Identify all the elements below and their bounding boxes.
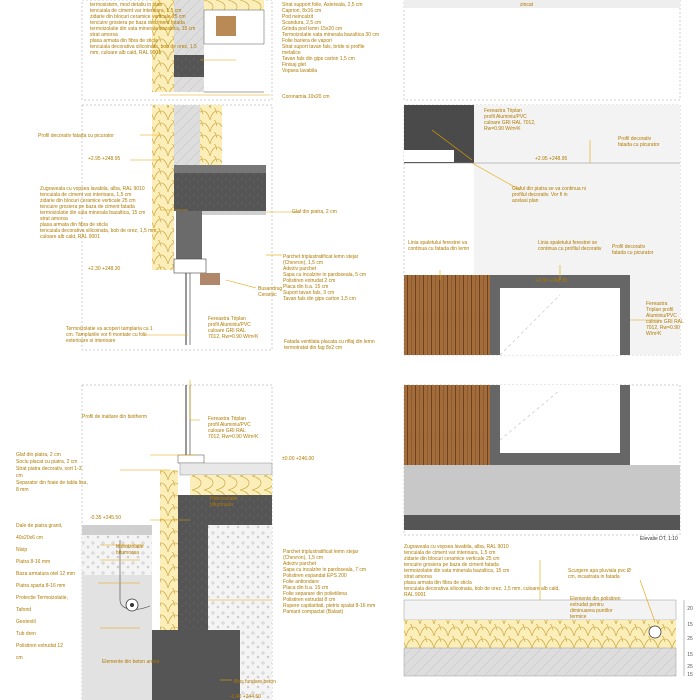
reveal-note: Linia spaletului ferestrei se — [538, 240, 598, 246]
wall-layer-note: strat amorsa — [90, 32, 118, 38]
window-note: Aluminiu/PVC — [646, 313, 677, 319]
floor-layer-note: Sapa cu incalzire in pardoseala, 7 cm — [283, 567, 367, 573]
wall-layer-note: tencuiala decorativa silicoinata, bob de orez, 1,5 — [90, 44, 197, 50]
ground-layer-note: Polistiren extrudat 12 — [16, 643, 63, 649]
ground-layer-note: cm — [16, 655, 23, 661]
drain-note: Scurgere apa pluviala pvc Ø — [568, 568, 631, 574]
window-note: Fereastra Triplan — [484, 108, 522, 114]
drain-note: cm, incastrata in fatada — [568, 574, 620, 580]
window-note: culoare GRI RAL — [208, 328, 246, 334]
roof-layer-note: Folie bariera de vapori — [282, 38, 332, 44]
thermal-note: Termoizolatie va acoperi tamplaria cu 1 — [66, 326, 153, 332]
floor-layer-note: Adeziv parchet — [283, 266, 317, 272]
waterproofing-note: Hidroizolatie — [210, 496, 238, 502]
base-layer-note: Strat piatra decorativ, sort 1-3 — [16, 466, 82, 472]
window-note: Rw=0.90 W/m²K — [484, 126, 521, 132]
level-marker: ±0.00 +246.00 — [282, 456, 315, 462]
wall-layer-note: tencuiala decorativa silicoinata, bob de orez, 1,5 mm, culoare alb cald, — [404, 586, 560, 592]
base-layer-note: cm — [16, 473, 23, 479]
wall-layer-note: tencuiala decorativa silicoinata, bob de orez, 1,5 mm, — [40, 228, 158, 234]
thermal-note: cm. Tamplariile vor fi montate cu folii — [66, 332, 147, 338]
ground-layer-note: Piatra 8-16 mm — [16, 559, 51, 565]
ground-layer-note: Protectie Termoizolatie, — [16, 595, 68, 601]
window-glass-mid — [500, 288, 620, 355]
floor-layer-note: (Chevron), 1,5 cm — [283, 260, 324, 266]
dimension-label: 15 — [687, 622, 693, 628]
window-note: Fereastra — [646, 301, 668, 307]
roof-layer-note: Strat support folie, Astereala, 2,5 cm — [282, 2, 363, 8]
wall-layer-note: tencuiala de ciment var interioara, 1,5 cm — [40, 192, 132, 198]
thermal-bridge-note: termice — [570, 614, 587, 620]
level-marker: -0.35 +245.50 — [90, 515, 121, 521]
floor-layer-note: Parchet triplustratificat lemn stejar — [283, 254, 359, 260]
elevation-bottom-right — [404, 385, 680, 676]
level-marker: +2.95 +248.95 — [535, 156, 568, 162]
thermal-note: exterioare si interioare — [66, 338, 116, 344]
wall-layer-note: Zugraveala cu vopsea lavabila, alba, RAL 9010 — [40, 186, 145, 192]
ground-layer-note: Baza armatura otel 12 mm — [16, 571, 75, 577]
elevation-caption: Elevatie DT, 1:10 — [640, 536, 678, 542]
reveal-note: continua cu profilul decorativ — [538, 246, 602, 252]
roof-layer-note: Termoizolatie vata minerala bazaltica 30 cm — [282, 32, 379, 38]
dimension-label: 25 — [687, 664, 693, 670]
wall-layer-note: termosistem, mod detaliu in plan — [90, 2, 162, 8]
thermal-bridge-note: diminuarea puntilor — [570, 608, 613, 614]
wall-layer-note: RAL 9001 — [404, 592, 427, 598]
floor-layer-note: Folie antiondare — [283, 579, 319, 585]
floor-layer-note: Polistiren extrudat 2 cm — [283, 278, 336, 284]
wall-layer-note: tencuiala de ciment var interioara, 1,5 cm — [90, 8, 182, 14]
floor-layer-note: Parchet triplustratificat lemn stejar — [283, 549, 359, 555]
dimension-label: 20 — [687, 606, 693, 612]
floor-layer-note: Tavan fals din gips carton 1,5 cm — [283, 296, 356, 302]
level-marker: +2.30 +248.30 — [88, 266, 121, 272]
window-note: profil Aluminiu/PVC — [484, 114, 527, 120]
plinth-stone — [404, 465, 680, 515]
roof-layer-note: metalice — [282, 50, 301, 56]
sill-note: Glaful din piatra se va continua ni — [512, 186, 586, 192]
base-layer-note: 8 mm — [16, 487, 29, 493]
wall-layer-note: termoizolatie din vata minerala bazaltica, 15 cm — [40, 210, 146, 216]
sill-note: acelasi plan — [512, 198, 539, 204]
roof-layer-note: Capriori, 8x16 cm — [282, 8, 322, 14]
base-layer-note: Glaf din piatra, 2 cm — [16, 452, 61, 458]
roof-layer-note: Strat suport tavan fals, bride si profile — [282, 44, 365, 50]
ring-beam — [174, 55, 204, 77]
waterproofing-note: bitumoasa — [210, 502, 234, 508]
facade-note: termotratat din fag 8x2 cm — [284, 345, 343, 351]
dimension-label: 15 — [687, 672, 693, 678]
roof-layer-note: Scandura, 2,5 cm — [282, 20, 322, 26]
ground-layer-note: Tafond — [16, 607, 32, 613]
thermal-bridge-note: extrudat pentru — [570, 602, 604, 608]
window-note: Triplan profil — [646, 307, 674, 313]
elevation-top-right — [404, 0, 680, 100]
floor-layer-note: Sapa cu incalzire in pardoseala, 5 cm — [283, 272, 367, 278]
profile-note: Profil decorativ fatada cu picurator — [38, 133, 114, 139]
wall-layer-note: zidarie din blocuri ceramice verticale 25 cm — [404, 556, 500, 562]
wall-layer-note: tencuire grosiera pe baza de ciment fatada — [404, 562, 499, 568]
wall-layer-note: plasa armata din fibra de sticla — [40, 222, 108, 228]
floor-layer-note: Rupere capilaritati, pietris spalat 8-16 mm — [283, 603, 376, 609]
profile-note: Profil decorativ — [618, 136, 652, 142]
window-note: Fereastra Triplan — [208, 316, 246, 322]
roof-beam — [216, 16, 236, 36]
waterproofing-note: Hidroizolatie — [116, 544, 144, 550]
lintel-note: Busandrug — [258, 286, 283, 292]
window-note: W/m²K — [646, 331, 662, 337]
wall-layer-note: Zugraveala cu vopsea lavabila, alba, RAL 9010 — [404, 544, 509, 550]
ground-layer-note: Geotextil — [16, 619, 36, 625]
wall-layer-note: termoizolatie din vata minerala bazaltica, 15 cm — [90, 26, 196, 32]
floor-insulation — [190, 475, 272, 495]
window-note: 7012, Rw=0.90 — [646, 325, 680, 331]
floor-layer-note: Placa din b.a. 15 cm — [283, 284, 329, 290]
ground-layer-note: Tub dren — [16, 631, 36, 637]
wall-layer-note: tencuire grosiera pe baza de ciment fatada — [90, 20, 185, 26]
concrete-note: Elemente din beton armat — [102, 659, 160, 665]
wall-layer-note: plasa armata din fibra de sticla — [90, 38, 158, 44]
wood-cladding-mid — [404, 275, 490, 355]
lintel — [176, 211, 202, 259]
level-marker: +2.30 +248.30 — [535, 278, 568, 284]
wall-layer-note: strat amorsa — [40, 216, 68, 222]
elevation-insulation — [404, 620, 676, 648]
floor-slab — [174, 173, 266, 211]
wall-layer-note: zidarie din blocuri ceramice verticale 25 cm — [40, 198, 136, 204]
sill-note: Glaf din piatra, 2 cm — [292, 209, 337, 215]
wall-layer-note: plasa armata din fibra de sticla — [404, 580, 472, 586]
window-note: culoare GRI RAL — [646, 319, 684, 325]
dimension-label: 15 — [687, 652, 693, 658]
floor-layer-note: Polistiren expandat EPS 200 — [283, 573, 347, 579]
floor-layer-note: Pamant compactat (Balast) — [283, 609, 344, 615]
window-note: Fereastra Triplan — [208, 416, 246, 422]
foundation-note: Bloc fundare beton — [234, 679, 276, 685]
floor-layer-note: Folie separare din polietilena — [283, 591, 347, 597]
wall-layer-note: strat amorsa — [404, 574, 432, 580]
window-frame-top — [174, 259, 206, 273]
lintel-note: Ceramic — [258, 292, 277, 298]
facade-note: Fatada ventilata placata cu riflaj din lemn — [284, 339, 375, 345]
reveal-note: Linia spaletului ferestrei va — [408, 240, 468, 246]
window-note: profil Aluminiu/PVC — [208, 422, 251, 428]
roof-layer-note: Vopsea lavabila — [282, 68, 318, 74]
thermal-bridge-note: Elemente din polistiren — [570, 596, 621, 602]
dimension-label: 25 — [687, 636, 693, 642]
roof-layer-note: Tavan fals din gips carton 1,5 cm — [282, 56, 355, 62]
floor-layer-note: (Chevron), 1,5 cm — [283, 555, 324, 561]
roof-layer-note: Grinda pod lemn 15x20 cm — [282, 26, 343, 32]
ground-layer-note: Nisip — [16, 547, 28, 553]
ground-layer-note: 40x20x6 cm — [16, 535, 43, 541]
zinc-note: zincat — [520, 2, 534, 8]
level-marker: -1.40 +244.60 — [230, 694, 261, 700]
profile-note: Profil de inaltare din biotherm — [82, 414, 148, 420]
ground-layer-note: Piatra sparta 8-16 mm — [16, 583, 66, 589]
floor-layer-note: Placa din b.a. 15 cm — [283, 585, 329, 591]
window-note: culoare GRI RAL 7012, — [484, 120, 536, 126]
foundation-block — [150, 630, 240, 700]
profile-note: fatada cu picurator — [612, 250, 654, 256]
wall-layer-note: zidarie din blocuri ceramice verticale 25 cm — [90, 14, 186, 20]
base-layer-note: Separator din foaie de tabla lisa, — [16, 480, 88, 486]
floor-layer-note: Polistiren extrudat 8 cm — [283, 597, 336, 603]
sill-note: profilul decorativ. Vor fi in — [512, 192, 568, 198]
wall-layer-note: tencuire grosiera pe baza de ciment fatada — [40, 204, 135, 210]
base-layer-note: Soclu placat cu piatra, 2 cm — [16, 459, 78, 465]
window-note: 7012, Rw=0.90 W/m²K — [208, 434, 259, 440]
floor-layer-note: Adeziv parchet — [283, 561, 317, 567]
profile-note: Profil decorativ — [612, 244, 646, 250]
floor-layer-note: Suport tavan fals, 3 cm — [283, 290, 335, 296]
window-note: profil Aluminiu/PVC — [208, 322, 251, 328]
profile-note: fatada cu picurator — [618, 142, 660, 148]
ground-layer-note: Dale de piatra granit, — [16, 523, 63, 529]
level-marker: +2.95 +248.95 — [88, 156, 121, 162]
corner-beam-note: Coronamia 10x20 cm — [282, 94, 330, 100]
window-note: culoare GRI RAL — [208, 428, 246, 434]
window-note: 7012, Rw=0.90 W/m²K — [208, 334, 259, 340]
wall-layer-note: mm, culoare alb cald, RAL 9001 — [90, 50, 161, 56]
wall-layer-note: tencuiala de ciment var interioara, 1,5 cm — [404, 550, 496, 556]
wall-layer-note: culoare alb cald, RAL 9001 — [40, 234, 100, 240]
drain-pipe-elev — [649, 626, 661, 638]
wood-cladding-bottom — [404, 385, 490, 465]
reveal-note: continua cu fatada din lemn — [408, 246, 470, 252]
roof-layer-note: Pod neincalzit — [282, 14, 314, 20]
wall-layer-note: termoizolatie din vata minerala bazaltica, 15 cm — [404, 568, 510, 574]
roof-layer-note: Finisaj glet — [282, 62, 306, 68]
waterproofing-note: bitumoasa — [116, 550, 140, 556]
